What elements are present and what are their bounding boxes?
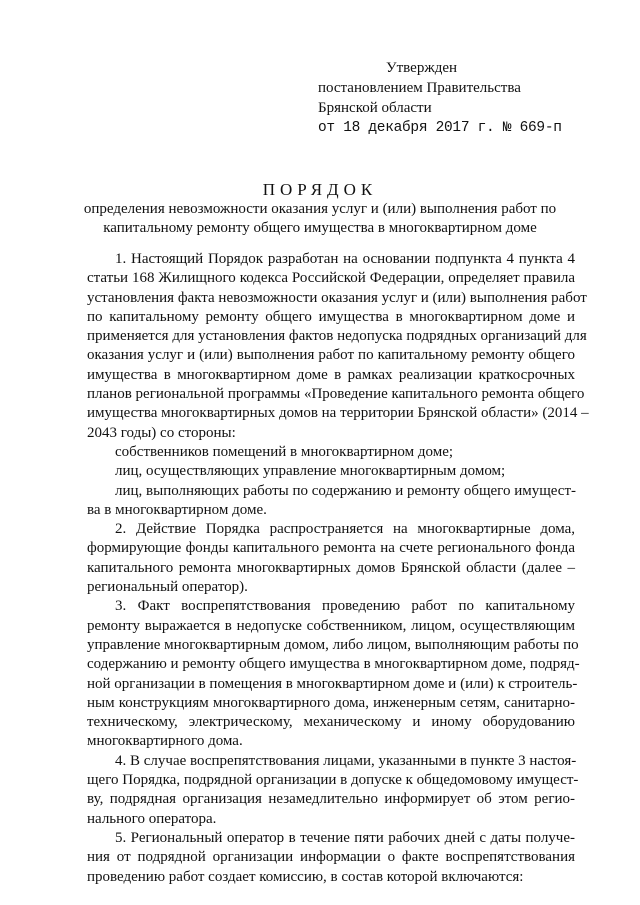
body-line: многоквартирного дома. [87,733,243,750]
approval-line: постановлением Правительства [318,80,521,96]
body-line: по капитальному ремонту общего имущества в многоквартирном доме и [87,308,575,325]
body-line: щего Порядка, подрядной организации в допуске к общедомовому имущест- [87,772,579,789]
approval-date-number: от 18 декабря 2017 г. № 669-п [318,120,562,136]
body-line: оказания услуг и (или) выполнения работ по капитальному ремонту общего [87,347,575,364]
approval-stamp [318,58,562,138]
document-subtitle [80,200,560,238]
body-line: лиц, осуществляющих управление многоквартирным домом; [115,463,506,480]
body-line: ной организации в помещения в многоквартирном доме и (или) к строитель- [87,675,578,692]
body-line: проведению работ создает комиссию, в состав которой включаются: [87,868,524,885]
approval-line: Брянской области [318,100,432,116]
body-line: ния от подрядной организации информации о факте воспрепятствования [87,849,575,866]
subtitle-line: капитальному ремонту общего имущества в многоквартирном доме [103,220,537,236]
body-line: управление многоквартирным домом, либо лицом, выполняющим работы по [87,636,579,653]
body-line: техническому, электрическому, механическому и иному оборудованию [87,714,575,731]
subtitle-line: определения невозможности оказания услуг и (или) выполнения работ по [83,201,557,217]
approval-line: Утвержден [386,60,458,76]
body-line: имущества в многоквартирном доме в рамках реализации краткосрочных [87,366,575,383]
body-line: ва в многоквартирном доме. [87,501,267,518]
body-line: формирующие фонды капитального ремонта на счете регионального фонда [87,540,575,557]
document-body [87,250,589,887]
body-line: 2043 годы) со стороны: [87,424,236,441]
body-line: собственников помещений в многоквартирном доме; [115,443,454,460]
body-line: применяется для установления фактов недопуска подрядных организаций для [87,328,587,345]
body-line: региональный оператор). [87,579,248,596]
body-line: нального оператора. [87,810,217,827]
body-line: 4. В случае воспрепятствования лицами, указанными в пункте 3 настоя- [115,752,577,769]
body-line: ву, подрядная организация незамедлительно информирует об этом регио- [87,791,575,808]
body-line: капитального ремонта многоквартирных домов Брянской области (далее – [87,559,575,576]
document-title: ПОРЯДОК [262,180,378,199]
body-line: установления факта невозможности оказания услуг и (или) выполнения работ [87,289,587,306]
body-line: 5. Региональный оператор в течение пяти рабочих дней с даты получе- [115,829,575,846]
body-line: планов региональной программы «Проведение капитального ремонта общего [87,386,585,403]
body-line: имущества многоквартирных домов на территории Брянской области» (2014 – [87,405,589,422]
body-line: 3. Факт воспрепятствования проведению работ по капитальному [115,598,575,615]
body-line: 1. Настоящий Порядок разработан на основании подпункта 4 пункта 4 [115,251,575,267]
body-line: лиц, выполняющих работы по содержанию и ремонту общего имущест- [115,482,577,499]
body-line: ремонту выражается в недопуске собственником, лицом, осуществляющим [87,617,575,634]
body-line: 2. Действие Порядка распространяется на многоквартирные дома, [115,521,575,538]
body-line: статьи 168 Жилищного кодекса Российской Федерации, определяет правила [87,270,575,287]
body-line: ным конструкциям многоквартирного дома, инженерным сетям, санитарно- [87,694,575,711]
body-line: содержанию и ремонту общего имущества в многоквартирном доме, подряд- [87,656,580,673]
